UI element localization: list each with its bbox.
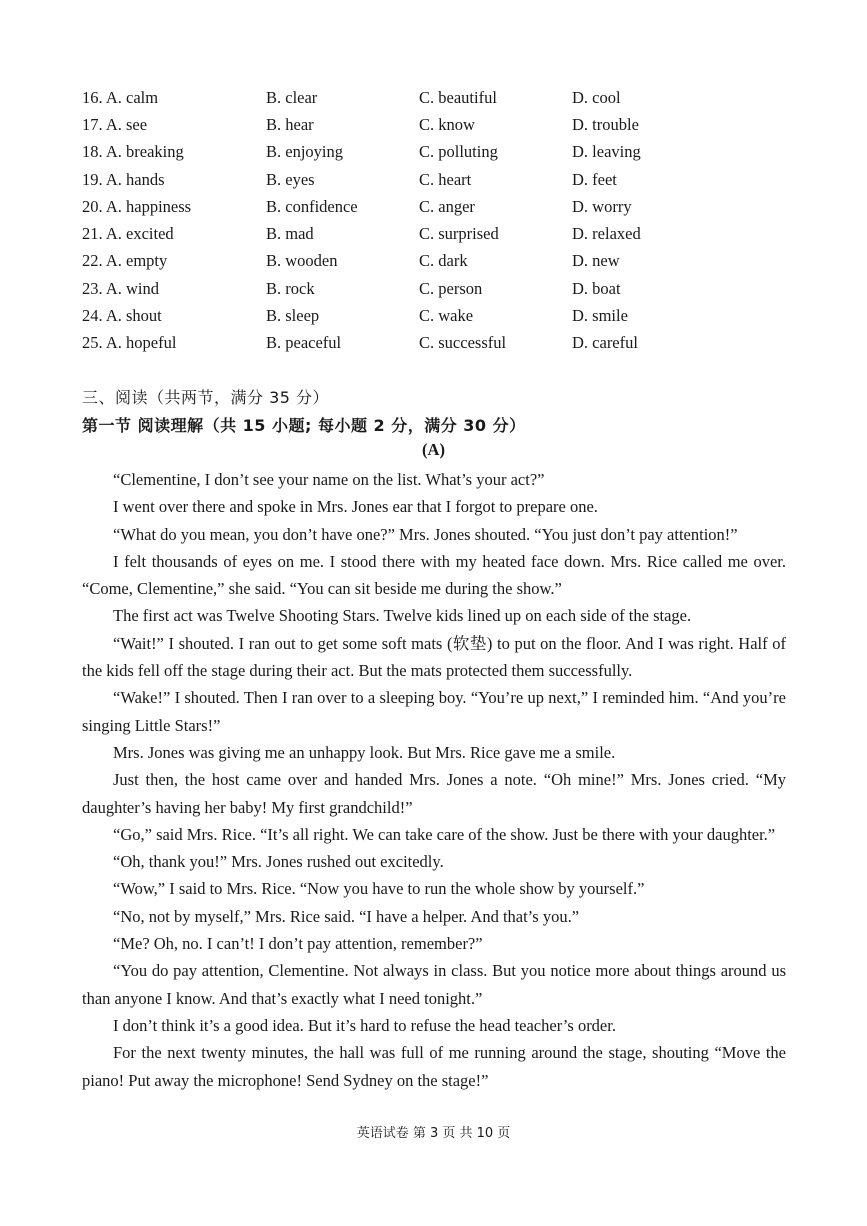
option-row	[82, 166, 802, 193]
option-d: D. boat	[572, 278, 621, 298]
option-row	[82, 84, 802, 111]
option-b: B. clear	[266, 87, 318, 107]
option-c: C. successful	[419, 333, 507, 353]
option-a: 23. A. wind	[82, 278, 160, 298]
option-d: D. cool	[572, 87, 621, 107]
option-b: B. confidence	[266, 196, 358, 216]
option-a: 24. A. shout	[82, 306, 162, 326]
option-c: C. heart	[419, 169, 472, 189]
option-d: D. new	[572, 251, 620, 271]
option-d: D. leaving	[572, 142, 641, 162]
option-row	[82, 275, 802, 302]
paragraph: Mrs. Jones was giving me an unhappy look. But Mrs. Rice gave me a smile.	[113, 742, 616, 762]
option-a: 17. A. see	[82, 114, 148, 134]
paragraph: I don’t think it’s a good idea. But it’s hard to refuse the head teacher’s order.	[113, 1015, 616, 1035]
option-c: C. anger	[419, 196, 475, 216]
passage-title: (A)	[422, 440, 445, 459]
option-c: C. wake	[419, 306, 474, 326]
option-row	[82, 302, 802, 329]
paragraph: “Me? Oh, no. I can’t! I don’t pay attention, remember?”	[113, 934, 483, 954]
paragraph: “Wake!” I shouted. Then I ran over to a sleeping boy. “You’re up next,” I reminded him. “And you’re singing Little Stars!”	[82, 688, 786, 735]
section-heading: 三、阅读（共两节，满分 35 分）	[82, 388, 330, 407]
paragraph: Just then, the host came over and handed Mrs. Jones a note. “Oh mine!” Mrs. Jones cried. “My daughter’s having her baby! My first grandchild!”	[82, 770, 786, 817]
paragraph: For the next twenty minutes, the hall was full of me running around the stage, shouting “Move the piano! Put away the microphone! Send Sydney on the stage!”	[82, 1043, 786, 1090]
option-c: C. polluting	[419, 142, 498, 162]
option-row	[82, 193, 802, 220]
option-d: D. feet	[572, 169, 617, 189]
option-c: C. know	[419, 114, 475, 134]
option-b: B. eyes	[266, 169, 315, 189]
option-d: D. smile	[572, 306, 628, 326]
option-b: B. rock	[266, 278, 315, 298]
option-row	[82, 111, 802, 138]
section-subheading: 第一节 阅读理解（共 15 小题; 每小题 2 分，满分 30 分）	[82, 416, 526, 435]
paragraph: “Oh, thank you!” Mrs. Jones rushed out excitedly.	[113, 852, 444, 872]
paragraph: I went over there and spoke in Mrs. Jones ear that I forgot to prepare one.	[113, 497, 598, 517]
option-d: D. worry	[572, 196, 632, 216]
option-b: B. hear	[266, 114, 314, 134]
option-row	[82, 139, 802, 166]
reading-passage	[82, 466, 786, 1094]
paragraph: The first act was Twelve Shooting Stars. Twelve kids lined up on each side of the stage.	[113, 606, 692, 626]
option-b: B. wooden	[266, 251, 338, 271]
option-row	[82, 248, 802, 275]
option-row	[82, 220, 802, 247]
option-a: 22. A. empty	[82, 251, 168, 271]
paragraph: “You do pay attention, Clementine. Not always in class. But you notice more about things around us than anyone I know. And that’s exactly what I need tonight.”	[82, 961, 786, 1008]
paragraph: “Wait!” I shouted. I ran out to get some soft mats (软垫) to put on the floor. And I was right. Half of the kids fell off the stage during their act. But the mats protected them successfully.	[82, 633, 786, 681]
option-b: B. enjoying	[266, 142, 343, 162]
option-a: 16. A. calm	[82, 87, 159, 107]
paragraph: “Go,” said Mrs. Rice. “It’s all right. We can take care of the show. Just be there with your daughter.”	[113, 824, 776, 844]
option-a: 20. A. happiness	[82, 196, 192, 216]
option-b: B. mad	[266, 224, 314, 244]
paragraph: “Clementine, I don’t see your name on the list. What’s your act?”	[113, 470, 545, 489]
option-row	[82, 330, 802, 357]
option-c: C. surprised	[419, 224, 499, 244]
option-b: B. peaceful	[266, 333, 342, 353]
option-d: D. relaxed	[572, 224, 641, 244]
option-b: B. sleep	[266, 306, 320, 326]
paragraph: “Wow,” I said to Mrs. Rice. “Now you have to run the whole show by yourself.”	[113, 879, 645, 899]
paragraph: “What do you mean, you don’t have one?” Mrs. Jones shouted. “You just don’t pay attention!”	[113, 524, 738, 544]
option-a: 21. A. excited	[82, 224, 174, 244]
option-a: 18. A. breaking	[82, 142, 184, 162]
option-c: C. dark	[419, 251, 468, 271]
option-d: D. trouble	[572, 114, 639, 134]
option-a: 25. A. hopeful	[82, 333, 177, 353]
paragraph: “No, not by myself,” Mrs. Rice said. “I have a helper. And that’s you.”	[113, 906, 580, 926]
option-c: C. person	[419, 278, 483, 298]
paragraph: I felt thousands of eyes on me. I stood there with my heated face down. Mrs. Rice called me over. “Come, Clementine,” she said. “You can sit beside me during the show.”	[82, 551, 786, 599]
option-d: D. careful	[572, 333, 638, 353]
option-c: C. beautiful	[419, 87, 497, 107]
page-footer: 英语试卷 第 3 页 共 10 页	[356, 1126, 511, 1141]
answer-options	[82, 84, 802, 357]
option-a: 19. A. hands	[82, 169, 165, 189]
